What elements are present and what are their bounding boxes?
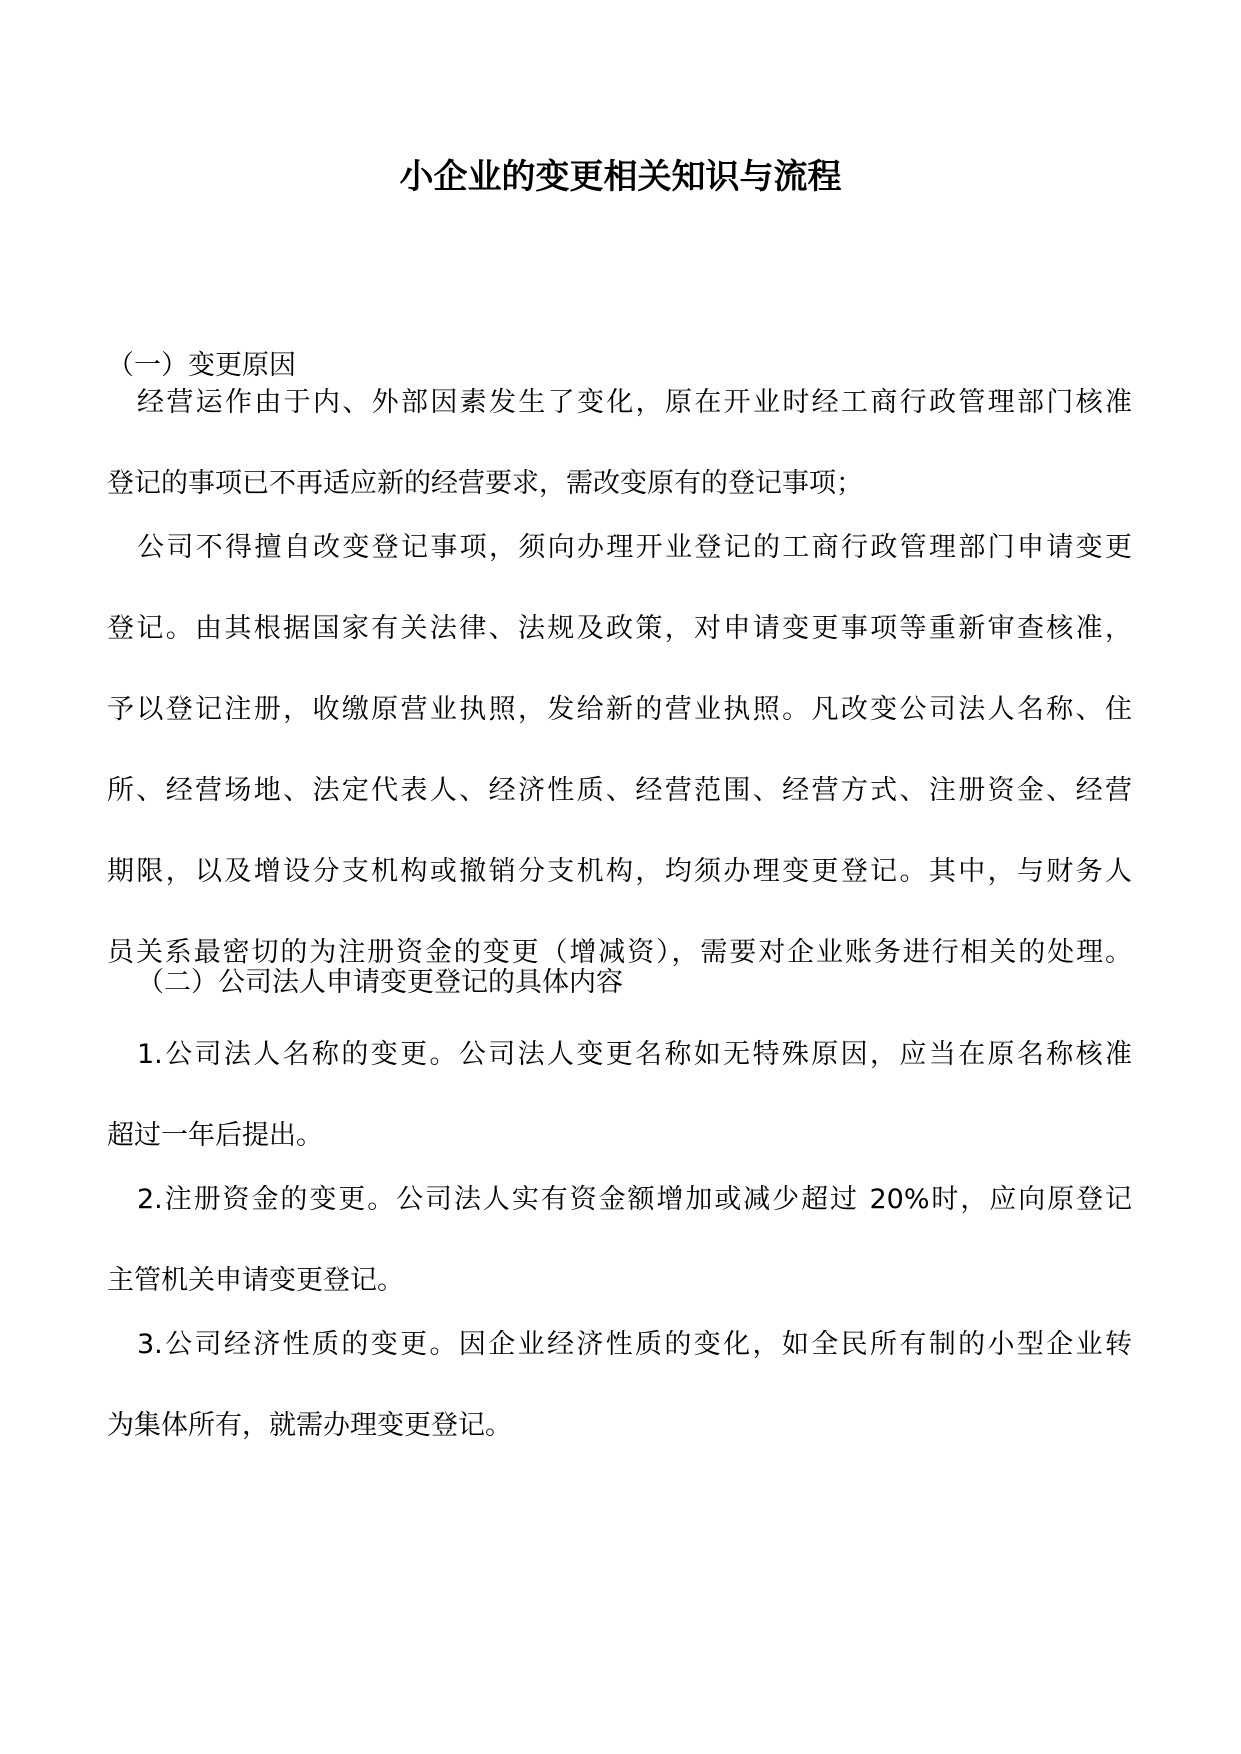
paragraph-line: 主管机关申请变更登记。 [107, 1265, 404, 1296]
paragraph-line: 2.注册资金的变更。公司法人实有资金额增加或减少超过 20%时，应向原登记 [137, 1184, 1132, 1215]
paragraph-line: 3.公司经济性质的变更。因企业经济性质的变化，如全民所有制的小型企业转 [137, 1329, 1132, 1360]
document-title: 小企业的变更相关知识与流程 [399, 157, 842, 197]
list-item-2 [107, 1159, 1132, 1321]
list-item-3 [107, 1304, 1132, 1466]
paragraph-line: 所、经营场地、法定代表人、经济性质、经营范围、经营方式、注册资金、经营 [107, 775, 1132, 806]
paragraph-line: 期限，以及增设分支机构或撤销分支机构，均须办理变更登记。其中，与财务人 [107, 856, 1132, 887]
list-item-1 [107, 1014, 1132, 1176]
section-heading-2 [107, 942, 1132, 1023]
paragraph-line: 经营运作由于内、外部因素发生了变化，原在开业时经工商行政管理部门核准 [137, 387, 1132, 418]
paragraph-line: 予以登记注册，收缴原营业执照，发给新的营业执照。凡改变公司法人名称、住 [107, 694, 1132, 725]
paragraph-line: 登记的事项已不再适应新的经营要求，需改变原有的登记事项； [107, 468, 863, 499]
paragraph-1 [107, 362, 1132, 524]
paragraph-line: 为集体所有，就需办理变更登记。 [107, 1410, 512, 1441]
section-heading-text: （一）变更原因 [107, 350, 296, 381]
paragraph-line: 1.公司法人名称的变更。公司法人变更名称如无特殊原因，应当在原名称核准 [137, 1039, 1132, 1070]
paragraph-line: 公司不得擅自改变登记事项，须向办理开业登记的工商行政管理部门申请变更 [137, 532, 1132, 563]
section-heading-text: （二）公司法人申请变更登记的具体内容 [137, 967, 623, 998]
paragraph-line: 超过一年后提出。 [107, 1120, 323, 1151]
paragraph-line: 登记。由其根据国家有关法律、法规及政策，对申请变更事项等重新审查核准， [107, 613, 1132, 644]
paragraph-line: 员关系最密切的为注册资金的变更（增减资），需要对企业账务进行相关的处理。 [107, 937, 1132, 968]
paragraph-2 [107, 507, 1132, 993]
